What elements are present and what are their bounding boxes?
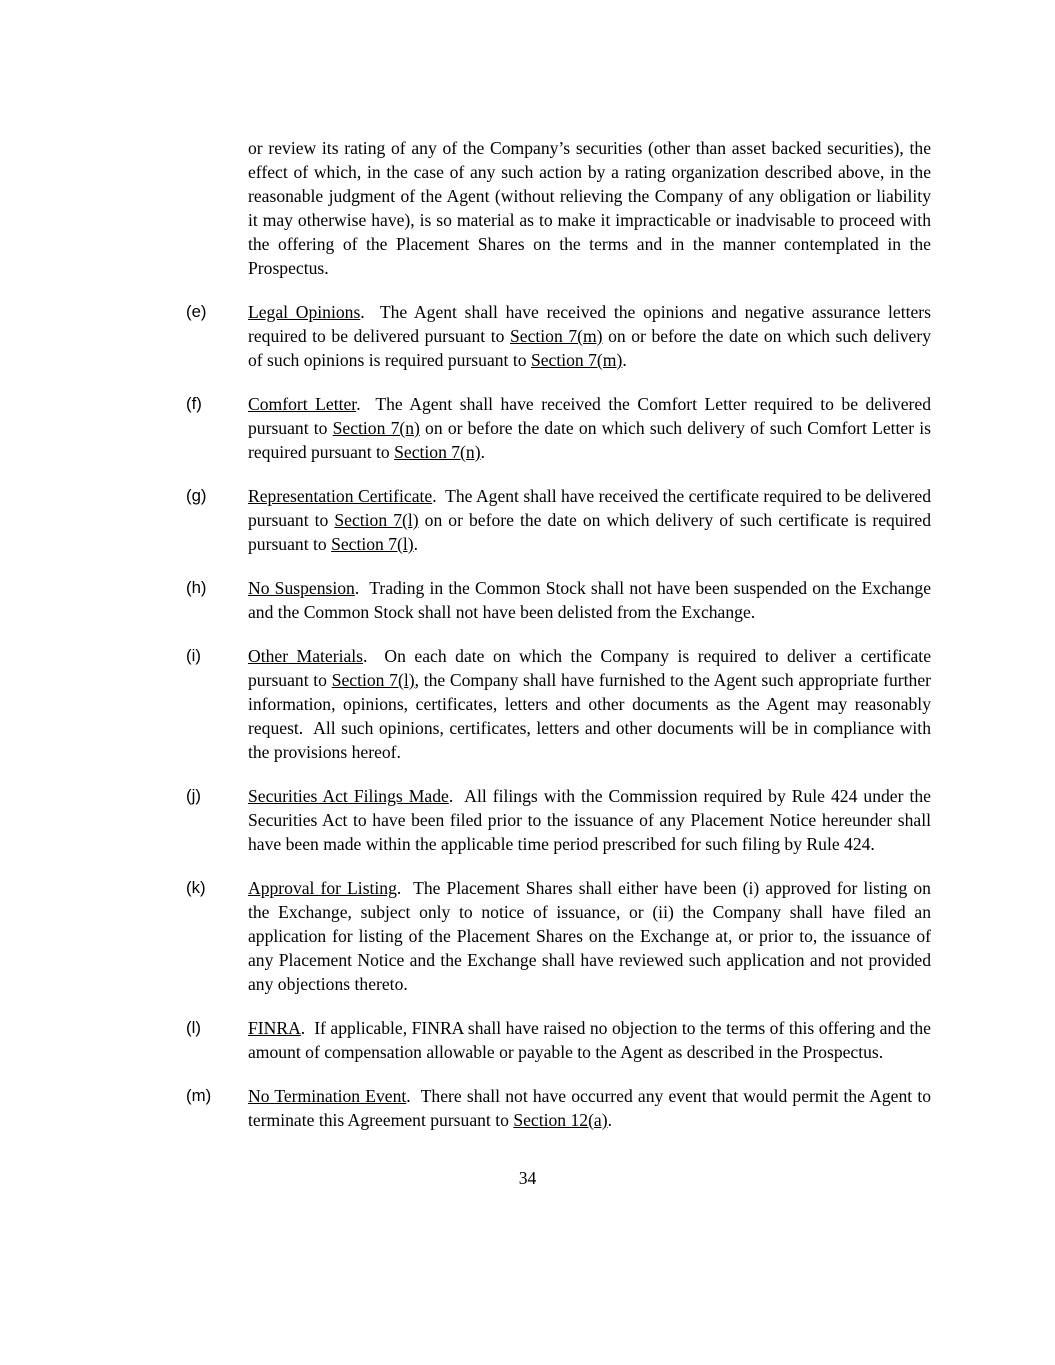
paragraph-label: (g) <box>186 486 207 505</box>
underlined-text: Section 7(l) <box>334 510 419 530</box>
underlined-text: Section 7(l) <box>331 670 415 690</box>
page-number: 34 <box>518 1168 537 1188</box>
paragraph-text <box>248 484 931 556</box>
plain-text: . The Agent shall have received the Comfort Letter required to be delivered pursuant to <box>248 394 931 438</box>
underlined-text: Section 7(m) <box>530 350 623 370</box>
underlined-text: Securities Act Filings Made <box>248 786 449 806</box>
paragraph-label: (j) <box>186 786 201 805</box>
plain-text: . The Agent shall have received the opinions and negative assurance letters required to be delivered pursuant to <box>248 302 931 346</box>
underlined-text: Representation Certificate <box>248 486 433 506</box>
paragraph-text <box>248 300 931 372</box>
underlined-text: Approval for Listing <box>248 878 397 898</box>
plain-text: on or before the date on which such delivery of such Comfort Letter is required pursuant to <box>248 418 932 462</box>
paragraph-label: (k) <box>186 878 206 897</box>
paragraph-label: (f) <box>186 394 202 413</box>
paragraph-text <box>248 784 931 856</box>
paragraph-text <box>248 1084 931 1132</box>
list-item <box>186 1084 931 1132</box>
list-item <box>186 136 931 280</box>
paragraph-label: (l) <box>186 1018 201 1037</box>
paragraph-list <box>186 136 931 1132</box>
underlined-text: Section 7(n) <box>394 442 481 462</box>
plain-text: . <box>480 442 485 462</box>
paragraph-text <box>248 392 931 464</box>
plain-text: . <box>413 534 419 554</box>
list-item <box>186 784 931 856</box>
plain-text: on or before the date on which such delivery of such opinions is required pursuant to <box>248 326 931 370</box>
plain-text: . The Placement Shares shall either have been (i) approved for listing on the Exchange, subject only to notice of issuance, or (ii) the Company shall have filed an application for listing of the Placement Shares on the Exchange at, or prior to, the issuance of any Placement Notice and the Exchange shall have reviewed such application and not provided any objections thereto. <box>248 878 931 994</box>
list-item <box>186 484 931 556</box>
underlined-text: FINRA <box>248 1018 301 1038</box>
paragraph-label <box>186 136 248 280</box>
list-item <box>186 644 931 764</box>
paragraph-label: (h) <box>186 578 207 597</box>
paragraph-text <box>248 1016 931 1064</box>
plain-text: . On each date on which the Company is required to deliver a certificate pursuant to <box>248 646 931 690</box>
plain-text: . If applicable, FINRA shall have raised no objection to the terms of this offering and the amount of compensation allowable or payable to the Agent as described in the Prospectus. <box>248 1018 931 1062</box>
list-item <box>186 876 931 996</box>
list-item <box>186 1016 931 1064</box>
underlined-text: No Suspension <box>248 578 355 598</box>
plain-text: or review its rating of any of the Company’s securities (other than asset backed securities), the effect of which, in the case of any such action by a rating organization described above, in the reasonable judgment of the Agent (without relieving the Company of any obligation or liability it may otherwise have), is so material as to make it impracticable or inadvisable to proceed with the offering of the Placement Shares on the terms and in the manner contemplated in the Prospectus. <box>248 138 931 278</box>
list-item <box>186 300 931 372</box>
plain-text: . All filings with the Commission required by Rule 424 under the Securities Act to have been filed prior to the issuance of any Placement Notice hereunder shall have been made within the applicable time period prescribed for such filing by Rule 424. <box>248 786 931 854</box>
underlined-text: Other Materials <box>248 646 364 666</box>
plain-text: on or before the date on which delivery of such certificate is required pursuant to <box>248 510 931 554</box>
paragraph-text <box>248 136 931 280</box>
paragraph-text <box>248 576 931 624</box>
plain-text: . <box>622 350 627 370</box>
underlined-text: Section 12(a) <box>513 1110 608 1130</box>
plain-text: . There shall not have occurred any event that would permit the Agent to terminate this Agreement pursuant to <box>248 1086 931 1130</box>
underlined-text: Comfort Letter <box>248 394 357 414</box>
paragraph-text <box>248 644 931 764</box>
underlined-text: Section 7(n) <box>332 418 420 438</box>
list-item <box>186 392 931 464</box>
paragraph-label: (i) <box>186 646 201 665</box>
paragraph-label: (e) <box>186 302 207 321</box>
page-footer <box>0 1166 1055 1190</box>
list-item <box>186 576 931 624</box>
plain-text: , the Company shall have furnished to the Agent such appropriate further information, opinions, certificates, letters and other documents as the Agent may reasonably request. All such opinions, certificates, letters and other documents will be in compliance with the provisions hereof. <box>248 670 932 762</box>
plain-text: . <box>607 1110 613 1130</box>
paragraph-text <box>248 876 931 996</box>
underlined-text: No Termination Event <box>248 1086 407 1106</box>
underlined-text: Section 7(l) <box>331 534 414 554</box>
plain-text: . The Agent shall have received the certificate required to be delivered pursuant to <box>248 486 931 530</box>
paragraph-label: (m) <box>186 1086 212 1105</box>
plain-text: . Trading in the Common Stock shall not have been suspended on the Exchange and the Common Stock shall not have been delisted from the Exchange. <box>248 578 931 622</box>
underlined-text: Section 7(m) <box>509 326 603 346</box>
underlined-text: Legal Opinions <box>248 302 361 322</box>
